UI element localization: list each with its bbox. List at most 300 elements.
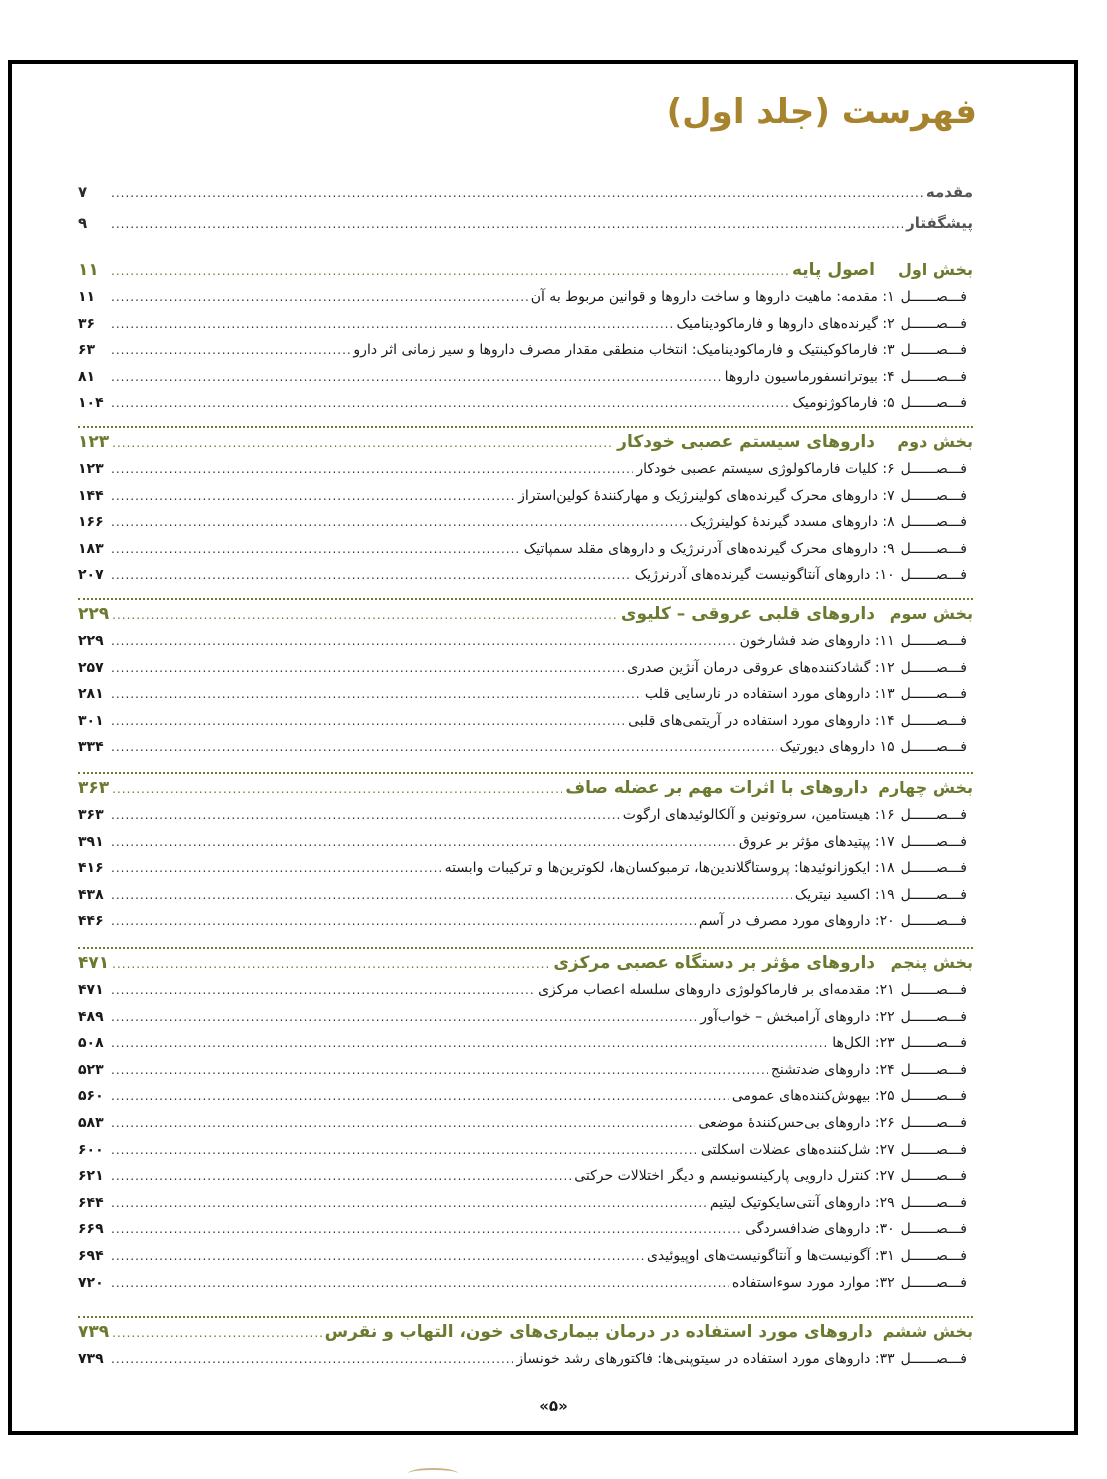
part-number: بخش دوم bbox=[897, 432, 973, 451]
toc-page-number: ۱۸۳ bbox=[78, 540, 104, 557]
chapter-word: فـــصــــــل bbox=[900, 342, 967, 359]
toc-chapter-row[interactable] bbox=[78, 566, 973, 590]
chapter-separator: : bbox=[870, 860, 880, 877]
toc-chapter-row[interactable] bbox=[78, 1008, 973, 1032]
toc-page-number: ۳۳۴ bbox=[78, 739, 104, 756]
chapter-number: ۶ bbox=[887, 461, 895, 477]
chapter-number: ۲۴ bbox=[879, 1061, 895, 1078]
chapter-label bbox=[725, 369, 973, 385]
toc-part-heading[interactable] bbox=[78, 260, 973, 284]
toc-chapter-row[interactable] bbox=[78, 1350, 973, 1374]
chapter-separator: : bbox=[870, 913, 880, 930]
toc-chapter-row[interactable] bbox=[78, 1194, 973, 1218]
chapter-label bbox=[710, 1195, 973, 1211]
leader-dots bbox=[111, 288, 528, 306]
part-title: داروهای سیستم عصبی خودکار bbox=[617, 432, 875, 452]
chapter-separator: : bbox=[877, 540, 888, 557]
chapter-word: فـــصــــــل bbox=[900, 1141, 967, 1158]
toc-chapter-row[interactable] bbox=[78, 288, 973, 312]
toc-chapter-row[interactable] bbox=[78, 981, 973, 1005]
chapter-separator: : bbox=[877, 461, 888, 477]
chapter-label bbox=[636, 461, 973, 477]
leader-dots bbox=[112, 434, 614, 452]
chapter-separator: : bbox=[870, 659, 880, 676]
chapter-title: فارماکوکینتیک و فارماکودینامیک: انتخاب منطقی مقدار مصرف داروها و سیر زمانی اثر دارو bbox=[353, 342, 878, 359]
chapter-word: فـــصــــــل bbox=[900, 289, 967, 305]
chapter-label bbox=[732, 1275, 973, 1291]
footer-page-number: «۵» bbox=[539, 1397, 568, 1415]
chapter-title: داروهای آنتی‌سایکوتیک لیتیم bbox=[709, 1194, 871, 1211]
chapter-word: فـــصــــــل bbox=[900, 1168, 967, 1185]
toc-page-number: ۴۳۸ bbox=[78, 886, 104, 903]
chapter-word: فـــصــــــل bbox=[900, 368, 967, 385]
toc-page-number: ۱۰۴ bbox=[78, 395, 104, 412]
chapter-number: ۱۴ bbox=[879, 712, 895, 729]
toc-chapter-row[interactable] bbox=[78, 712, 973, 736]
toc-chapter-row[interactable] bbox=[78, 1034, 973, 1058]
chapter-number: ۲۲ bbox=[879, 1008, 895, 1025]
chapter-separator: : bbox=[870, 712, 880, 729]
toc-page-number: ۶۰۰ bbox=[78, 1141, 104, 1158]
toc-page-number: ۹ bbox=[78, 214, 88, 232]
chapter-number: ۱ bbox=[887, 289, 895, 305]
chapter-number: ۳۳ bbox=[879, 1351, 895, 1367]
leader-dots bbox=[112, 780, 562, 798]
page-title: فهرست (جلد اول) bbox=[666, 92, 977, 132]
chapter-title: هیستامین، سروتونین و آلکالوئیدهای ارگوت bbox=[622, 807, 871, 823]
chapter-title: پپتیدهای مؤثر بر عروق bbox=[738, 833, 871, 850]
chapter-title: گشادکننده‌های عروقی درمان آنژین صدری bbox=[627, 659, 871, 676]
chapter-separator: : bbox=[870, 833, 880, 850]
chapter-separator: : bbox=[870, 982, 880, 998]
toc-chapter-row[interactable] bbox=[78, 341, 973, 365]
toc-page-number: ۵۸۳ bbox=[78, 1115, 104, 1131]
part-title: داروهای قلبی عروقی – کلیوی bbox=[620, 604, 875, 624]
chapter-word: فـــصــــــل bbox=[900, 1088, 967, 1105]
leader-dots bbox=[111, 1008, 697, 1026]
chapter-number: ۱۳ bbox=[879, 686, 895, 703]
leader-dots bbox=[111, 1274, 729, 1292]
chapter-label bbox=[645, 686, 973, 702]
leader-dots bbox=[111, 513, 687, 531]
chapter-word: فـــصــــــل bbox=[900, 567, 967, 584]
toc-page-number: ۲۲۹ bbox=[78, 604, 110, 624]
chapter-separator: : bbox=[870, 567, 880, 584]
chapter-label bbox=[740, 633, 973, 649]
chapter-label bbox=[627, 660, 973, 676]
chapter-number: ۳۰ bbox=[879, 1221, 895, 1238]
chapter-separator: : bbox=[870, 1274, 880, 1291]
toc-chapter-row[interactable] bbox=[78, 632, 973, 656]
chapter-number: ۲۷ bbox=[879, 1141, 895, 1158]
chapter-title: شل‌کننده‌های عضلات اسکلتی bbox=[700, 1141, 871, 1158]
toc-page-number: ۶۳ bbox=[78, 342, 96, 359]
leader-dots bbox=[111, 981, 535, 999]
chapter-number: ۷ bbox=[887, 487, 895, 504]
leader-dots bbox=[111, 806, 620, 824]
part-number: بخش سوم bbox=[889, 604, 973, 623]
toc-chapter-row[interactable] bbox=[78, 1114, 973, 1138]
toc-page-number: ۵۲۳ bbox=[78, 1061, 104, 1078]
toc-page-number: ۱۶۶ bbox=[78, 514, 104, 531]
chapter-label bbox=[628, 713, 973, 729]
chapter-title: داروهای محرک گیرنده‌های کولینرژیک و مهارکنندهٔ کولین‌استراز bbox=[518, 487, 878, 504]
chapter-word: فـــصــــــل bbox=[900, 514, 967, 531]
toc-page-number: ۳۹۱ bbox=[78, 833, 104, 850]
chapter-separator: : bbox=[877, 395, 888, 412]
chapter-number: ۸ bbox=[887, 514, 895, 531]
bottom-edge-mark bbox=[408, 1468, 458, 1479]
leader-dots bbox=[111, 1350, 513, 1368]
toc-chapter-row[interactable] bbox=[78, 1247, 973, 1271]
leader-dots bbox=[111, 368, 722, 386]
chapter-label bbox=[739, 834, 973, 850]
chapter-number: ۲۷ bbox=[879, 1168, 895, 1185]
chapter-number: ۲۱ bbox=[879, 982, 895, 998]
toc-entry-label: مقدمه bbox=[925, 183, 973, 201]
part-title: داروهای مؤثر بر دستگاه عصبی مرکزی bbox=[553, 953, 875, 973]
chapter-word: فـــصــــــل bbox=[900, 395, 967, 412]
toc-chapter-row[interactable] bbox=[78, 394, 973, 418]
leader-dots bbox=[112, 1324, 321, 1342]
toc-entry-label: پیشگفتار bbox=[906, 214, 973, 232]
chapter-separator: : bbox=[870, 1351, 880, 1367]
leader-dots bbox=[111, 262, 789, 280]
toc-chapter-row[interactable] bbox=[78, 1141, 973, 1165]
chapter-label bbox=[690, 514, 973, 530]
chapter-title: داروهای مورد استفاده در آریتمی‌های قلبی bbox=[628, 712, 871, 729]
toc-page-number: ۶۴۴ bbox=[78, 1194, 104, 1211]
leader-dots bbox=[111, 833, 736, 851]
chapter-number: ۴ bbox=[887, 368, 895, 385]
part-title: داروهای با اثرات مهم بر عضله صاف bbox=[565, 778, 869, 798]
chapter-title: داروهای بی‌حس‌کنندهٔ موضعی bbox=[698, 1115, 871, 1131]
leader-dots bbox=[111, 566, 632, 584]
part-number: بخش اول bbox=[897, 260, 973, 279]
leader-dots bbox=[111, 394, 789, 412]
chapter-separator: : bbox=[870, 686, 880, 703]
leader-dots bbox=[111, 460, 633, 478]
chapter-number: ۱۶ bbox=[879, 807, 895, 823]
chapter-label bbox=[699, 913, 973, 929]
chapter-label bbox=[574, 1168, 973, 1184]
toc-page-number: ۶۶۹ bbox=[78, 1221, 104, 1238]
chapter-label bbox=[771, 1062, 973, 1078]
toc-part-heading[interactable] bbox=[78, 778, 973, 802]
toc-page-number: ۷ bbox=[78, 183, 88, 201]
leader-dots bbox=[111, 685, 642, 703]
section-divider bbox=[78, 1316, 973, 1318]
chapter-word: فـــصــــــل bbox=[900, 860, 967, 877]
toc-page-number: ۷۳۹ bbox=[78, 1322, 110, 1342]
toc-chapter-row[interactable] bbox=[78, 487, 973, 511]
chapter-number: ۲ bbox=[887, 315, 895, 332]
chapter-number: ۲۳ bbox=[879, 1035, 895, 1052]
chapter-title: مقدمه: ماهیت داروها و ساخت داروها و قوانین مربوط به آن bbox=[530, 289, 878, 305]
chapter-number: ۲۹ bbox=[879, 1194, 895, 1211]
chapter-title: داروهای مورد استفاده در نارسایی قلب bbox=[644, 686, 871, 703]
chapter-word: فـــصــــــل bbox=[900, 833, 967, 850]
toc-chapter-row[interactable] bbox=[78, 806, 973, 830]
chapter-label bbox=[516, 1351, 973, 1367]
chapter-separator: : bbox=[870, 633, 880, 649]
chapter-separator: : bbox=[870, 807, 880, 823]
chapter-title: داروهای ضدتشنج bbox=[770, 1061, 871, 1078]
toc-page-number: ۳۶ bbox=[78, 315, 96, 332]
section-divider bbox=[78, 426, 973, 428]
toc-chapter-row[interactable] bbox=[78, 659, 973, 683]
part-title: اصول پایه bbox=[791, 260, 875, 280]
toc-chapter-row[interactable] bbox=[78, 460, 973, 484]
chapter-label bbox=[531, 289, 973, 305]
toc-chapter-row[interactable] bbox=[78, 1220, 973, 1244]
chapter-number: ۲۰ bbox=[879, 913, 895, 930]
chapter-number: ۱۲ bbox=[879, 659, 895, 676]
chapter-number: ۱۵ bbox=[879, 739, 895, 756]
chapter-separator: : bbox=[877, 368, 888, 385]
toc-chapter-row[interactable] bbox=[78, 368, 973, 392]
toc-page-number: ۱۴۴ bbox=[78, 487, 104, 504]
toc-page-number: ۴۷۱ bbox=[78, 982, 104, 998]
leader-dots bbox=[111, 1087, 729, 1105]
chapter-label bbox=[647, 1248, 973, 1264]
toc-chapter-row[interactable] bbox=[78, 513, 973, 537]
chapter-word: فـــصــــــل bbox=[900, 487, 967, 504]
chapter-separator: : bbox=[877, 514, 888, 531]
chapter-number: ۱۰ bbox=[879, 567, 895, 584]
toc-chapter-row[interactable] bbox=[78, 685, 973, 709]
leader-dots bbox=[111, 487, 515, 505]
toc-part-heading[interactable] bbox=[78, 1322, 973, 1346]
chapter-label bbox=[698, 1115, 973, 1131]
leader-dots bbox=[111, 315, 673, 333]
chapter-title: ایکوزانوئیدها: پروستاگلاندین‌ها، ترمبوکسان‌ها، لکوترین‌ها و ترکیبات وابسته bbox=[444, 860, 871, 877]
chapter-label bbox=[518, 488, 973, 504]
chapter-label bbox=[832, 1035, 973, 1051]
leader-dots bbox=[111, 886, 792, 904]
chapter-word: فـــصــــــل bbox=[900, 1248, 967, 1264]
toc-page-number: ۲۸۱ bbox=[78, 686, 104, 703]
chapter-separator: : bbox=[877, 315, 888, 332]
leader-dots bbox=[112, 606, 618, 624]
leader-dots bbox=[111, 1167, 571, 1185]
toc-chapter-row[interactable] bbox=[78, 738, 973, 762]
chapter-word: فـــصــــــل bbox=[900, 1221, 967, 1238]
chapter-title: داروهای محرک گیرنده‌های آدرنرژیک و داروهای مقلد سمپاتیک bbox=[523, 540, 878, 557]
chapter-title: داروهای مورد مصرف در آسم bbox=[698, 913, 871, 930]
chapter-title: داروهای مسدد گیرندهٔ کولینرژیک bbox=[690, 514, 878, 531]
chapter-number: ۳۱ bbox=[879, 1248, 895, 1264]
leader-dots bbox=[111, 540, 521, 558]
chapter-word: فـــصــــــل bbox=[900, 1351, 967, 1367]
chapter-label bbox=[635, 567, 973, 583]
chapter-word: فـــصــــــل bbox=[900, 1274, 967, 1291]
chapter-title: داروهای دیورتیک bbox=[779, 739, 876, 756]
toc-page-number: ۴۴۶ bbox=[78, 913, 104, 930]
toc-page-number: ۱۱ bbox=[78, 260, 99, 280]
chapter-separator: : bbox=[870, 1008, 880, 1025]
chapter-separator: : bbox=[870, 886, 880, 903]
chapter-number: ۱۸ bbox=[879, 860, 895, 877]
chapter-label bbox=[732, 1088, 973, 1104]
chapter-separator: : bbox=[877, 342, 888, 359]
chapter-word: فـــصــــــل bbox=[900, 1035, 967, 1052]
chapter-label bbox=[792, 395, 973, 411]
toc-page-number: ۱۲۳ bbox=[78, 461, 104, 477]
toc-page-number: ۱۲۳ bbox=[78, 432, 110, 452]
toc-page-number: ۶۹۴ bbox=[78, 1248, 104, 1264]
chapter-label bbox=[795, 887, 973, 903]
toc-page-number: ۲۵۷ bbox=[78, 659, 104, 676]
chapter-title: بیهوش‌کننده‌های عمومی bbox=[731, 1088, 871, 1105]
leader-dots bbox=[111, 632, 737, 650]
toc-page-number: ۵۰۸ bbox=[78, 1035, 104, 1052]
toc-intro-row[interactable] bbox=[78, 214, 973, 238]
part-number: بخش پنجم bbox=[890, 953, 973, 972]
chapter-number: ۱۹ bbox=[879, 886, 895, 903]
chapter-word: فـــصــــــل bbox=[900, 315, 967, 332]
chapter-separator: : bbox=[870, 1061, 880, 1078]
leader-dots bbox=[111, 215, 903, 233]
toc-page-number: ۳۶۳ bbox=[78, 778, 110, 798]
chapter-word: فـــصــــــل bbox=[900, 913, 967, 930]
leader-dots bbox=[111, 1034, 829, 1052]
chapter-title: داروهای ضد فشارخون bbox=[739, 633, 871, 649]
chapter-separator: : bbox=[870, 1035, 880, 1052]
chapter-title: کلیات فارماکولوژی سیستم عصبی خودکار bbox=[636, 461, 878, 477]
part-title: داروهای مورد استفاده در درمان بیماری‌های خون، التهاب و نقرس bbox=[324, 1322, 873, 1342]
chapter-label bbox=[676, 316, 973, 332]
toc-page-number: ۵۶۰ bbox=[78, 1088, 104, 1105]
chapter-label bbox=[701, 1142, 973, 1158]
toc-chapter-row[interactable] bbox=[78, 859, 973, 883]
chapter-word: فـــصــــــل bbox=[900, 739, 967, 756]
chapter-word: فـــصــــــل bbox=[900, 1008, 967, 1025]
part-number: بخش ششم bbox=[882, 1322, 973, 1341]
chapter-number: ۵ bbox=[887, 395, 895, 412]
chapter-word: فـــصــــــل bbox=[900, 461, 967, 477]
leader-dots bbox=[111, 1141, 698, 1159]
toc-intro-row[interactable] bbox=[78, 183, 973, 207]
chapter-word: فـــصــــــل bbox=[900, 686, 967, 703]
leader-dots bbox=[111, 1061, 768, 1079]
toc-chapter-row[interactable] bbox=[78, 1061, 973, 1085]
chapter-title: فارماکوژنومیک bbox=[792, 395, 878, 412]
leader-dots bbox=[111, 184, 923, 202]
chapter-separator: : bbox=[877, 487, 888, 504]
chapter-title: مقدمه‌ای بر فارماکولوژی داروهای سلسله اعصاب مرکزی bbox=[538, 982, 871, 998]
chapter-number: ۲۵ bbox=[879, 1088, 895, 1105]
toc-page-number: ۷۲۰ bbox=[78, 1274, 104, 1291]
leader-dots bbox=[111, 1220, 742, 1238]
toc-chapter-row[interactable] bbox=[78, 315, 973, 339]
section-divider bbox=[78, 947, 973, 949]
toc-page-number: ۸۱ bbox=[78, 368, 96, 385]
chapter-separator: : bbox=[870, 1115, 880, 1131]
toc-chapter-row[interactable] bbox=[78, 540, 973, 564]
leader-dots bbox=[111, 712, 625, 730]
chapter-number: ۱۷ bbox=[879, 833, 895, 850]
chapter-title: کنترل دارویی پارکینسونیسم و دیگر اختلالات حرکتی bbox=[574, 1168, 871, 1185]
toc-chapter-row[interactable] bbox=[78, 1087, 973, 1111]
chapter-label bbox=[445, 860, 973, 876]
toc-page-number: ۲۲۹ bbox=[78, 633, 104, 649]
chapter-title: بیوترانسفورماسیون داروها bbox=[724, 368, 878, 385]
chapter-word: فـــصــــــل bbox=[900, 807, 967, 823]
section-divider bbox=[78, 772, 973, 774]
toc-page-number: ۲۰۷ bbox=[78, 567, 104, 584]
chapter-title: داروهای آرامبخش – خواب‌آور bbox=[700, 1008, 871, 1025]
chapter-word: فـــصــــــل bbox=[900, 1115, 967, 1131]
toc-chapter-row[interactable] bbox=[78, 1167, 973, 1191]
chapter-title: گیرنده‌های داروها و فارماکودینامیک bbox=[676, 315, 878, 332]
chapter-number: ۳۲ bbox=[879, 1274, 895, 1291]
chapter-label bbox=[538, 982, 973, 998]
chapter-separator: : bbox=[870, 1141, 880, 1158]
toc-page-number: ۴۷۱ bbox=[78, 953, 110, 973]
toc-chapter-row[interactable] bbox=[78, 833, 973, 857]
chapter-word: فـــصــــــل bbox=[900, 659, 967, 676]
chapter-word: فـــصــــــل bbox=[900, 1194, 967, 1211]
leader-dots bbox=[111, 912, 696, 930]
chapter-number: ۱۱ bbox=[879, 633, 895, 649]
toc-part-heading[interactable] bbox=[78, 604, 973, 628]
chapter-label bbox=[745, 1221, 973, 1237]
toc-chapter-row[interactable] bbox=[78, 1274, 973, 1298]
leader-dots bbox=[111, 1194, 707, 1212]
toc-part-heading[interactable] bbox=[78, 432, 973, 456]
chapter-title: داروهای مورد استفاده در سیتوپنی‌ها: فاکتورهای رشد خونساز bbox=[516, 1351, 871, 1367]
toc-chapter-row[interactable] bbox=[78, 912, 973, 936]
toc-chapter-row[interactable] bbox=[78, 886, 973, 910]
chapter-separator: : bbox=[870, 1194, 880, 1211]
toc-page-number: ۴۸۹ bbox=[78, 1008, 104, 1025]
chapter-separator: : bbox=[870, 1248, 880, 1264]
chapter-number: ۲۶ bbox=[879, 1115, 895, 1131]
chapter-separator: : bbox=[870, 1088, 880, 1105]
leader-dots bbox=[111, 341, 350, 359]
chapter-label bbox=[524, 541, 973, 557]
leader-dots bbox=[111, 738, 777, 756]
chapter-word: فـــصــــــل bbox=[900, 540, 967, 557]
chapter-word: فـــصــــــل bbox=[900, 982, 967, 998]
toc-page-number: ۴۱۶ bbox=[78, 860, 104, 877]
chapter-label bbox=[623, 807, 973, 823]
chapter-separator: : bbox=[877, 289, 888, 305]
toc-page-number: ۶۲۱ bbox=[78, 1168, 104, 1185]
leader-dots bbox=[111, 1114, 695, 1132]
section-divider bbox=[78, 598, 973, 600]
toc-page-number: ۳۰۱ bbox=[78, 712, 104, 729]
chapter-title: موارد مورد سوءاستفاده bbox=[731, 1274, 871, 1291]
chapter-label bbox=[700, 1009, 973, 1025]
chapter-title: اکسید نیتریک bbox=[794, 886, 871, 903]
chapter-label bbox=[353, 342, 973, 358]
chapter-number: ۹ bbox=[887, 540, 895, 557]
toc-part-heading[interactable] bbox=[78, 953, 973, 977]
chapter-separator: : bbox=[870, 1168, 880, 1185]
leader-dots bbox=[111, 1247, 644, 1265]
part-number: بخش چهارم bbox=[878, 778, 973, 797]
chapter-title: الکل‌ها bbox=[832, 1035, 871, 1052]
leader-dots bbox=[112, 955, 550, 973]
chapter-number: ۳ bbox=[887, 342, 895, 359]
chapter-word: فـــصــــــل bbox=[900, 886, 967, 903]
chapter-word: فـــصــــــل bbox=[900, 1061, 967, 1078]
chapter-label bbox=[780, 739, 973, 755]
chapter-word: فـــصــــــل bbox=[900, 712, 967, 729]
chapter-word: فـــصــــــل bbox=[900, 633, 967, 649]
